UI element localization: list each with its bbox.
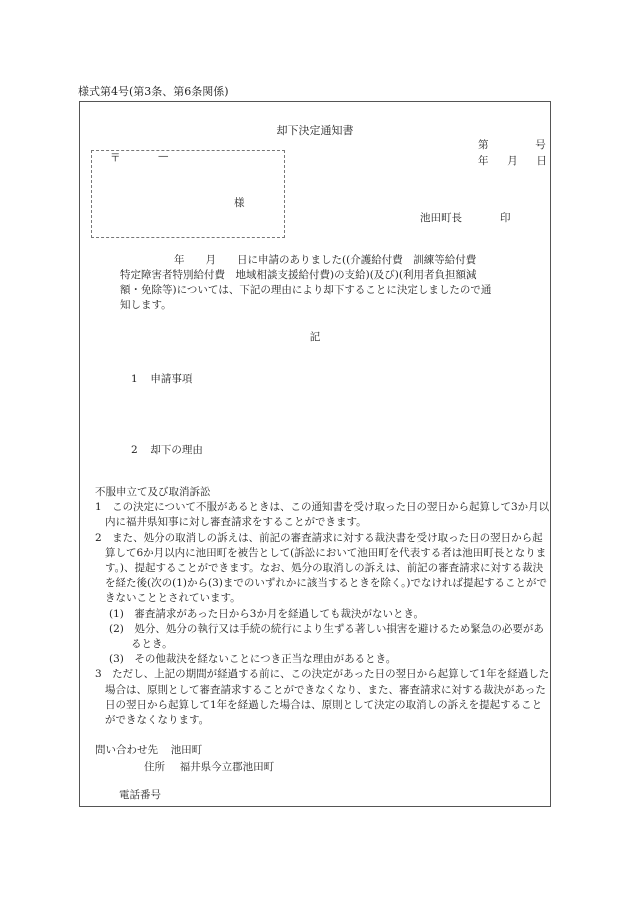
item-label: 却下の理由 [150, 444, 203, 456]
item-number: 1 [131, 373, 138, 385]
postal-dash: — [158, 150, 169, 162]
form-number-label: 様式第4号(第3条、第6条関係) [78, 85, 229, 98]
date-year: 年 [478, 155, 489, 167]
item-application [131, 371, 192, 386]
item-number: 2 [131, 444, 138, 456]
address-value: 福井県今立郡池田町 [179, 761, 275, 773]
number-prefix: 第 [478, 139, 489, 151]
body-line: 額・免除等)については、下記の理由により却下することに決定しましたので通 [120, 284, 492, 296]
address-label: 住所 [144, 761, 165, 773]
body-line: 知します。 [120, 299, 172, 311]
appeal-paragraph: 3 ただし、上記の期間が経過する前に、この決定があった日の翌日から起算して1年を経過した場合は、原則として審査請求することができなくなり、また、審査請求に対する裁決があった日の翌日から起算して1年を経過した場合は、原則として決定の取消しの訴えを提起することができなくなります。 [95, 668, 550, 727]
postal-mark: 〒 [110, 152, 121, 164]
record-heading: 記 [309, 331, 321, 343]
contact-line [95, 742, 202, 757]
body-line: 特定障害者特別給付費 地域相談支援給付費)の支給)(及び)(利用者負担額減 [120, 269, 477, 281]
number-suffix: 号 [535, 139, 546, 151]
appeal-heading: 不服申立て及び取消訴訟 [95, 486, 211, 498]
body-line: 年 月 日に申請のありました((介護給付費 訓練等給付費 [174, 254, 477, 266]
contact-label: 問い合わせ先 [95, 744, 158, 756]
date-month: 月 [507, 155, 518, 167]
recipient-honorific: 様 [234, 197, 245, 209]
appeal-subitem: (2) 処分、処分の執行又は手続の続行により生ずる著しい損害を避けるため緊急の必要があるとき。 [109, 622, 544, 651]
appeal-section [95, 485, 550, 728]
appeal-paragraph: 2 また、処分の取消しの訴えは、前記の審査請求に対する裁決書を受け取った日の翌日から起算して6か月以内に池田町を被告として(訴訟において池田町を代表する者は池田町長となります。)、提起することができます。なお、処分の取消しの訴えは、前記の審査請求に対する裁決を経た後(次の(1)から(3)までのいずれかに該当するときを除く。)でなければ提起することができないこととされています。 [95, 531, 547, 605]
issue-date [478, 153, 547, 168]
contact-address [144, 759, 274, 774]
seal-mark: 印 [500, 212, 511, 224]
item-reason [131, 442, 203, 457]
issuer-mayor: 池田町長 [420, 212, 462, 224]
address-box [91, 150, 285, 238]
notice-body [120, 253, 540, 313]
appeal-subitem: (3) その他裁決を経ないことにつき正当な理由があるとき。 [109, 653, 397, 666]
contact-org: 池田町 [170, 744, 203, 756]
document-number [478, 137, 546, 152]
appeal-subitem: (1) 審査請求があった日から3か月を経過しても裁決がないとき。 [109, 607, 425, 620]
document-title: 却下決定通知書 [276, 124, 354, 137]
item-label: 申請事項 [150, 373, 193, 385]
phone-label: 電話番号 [119, 789, 161, 801]
date-day: 日 [536, 155, 547, 167]
appeal-paragraph: 1 この決定について不服があるときは、この通知書を受け取った日の翌日から起算して3か月以内に福井県知事に対し審査請求をすることができます。 [95, 501, 550, 529]
